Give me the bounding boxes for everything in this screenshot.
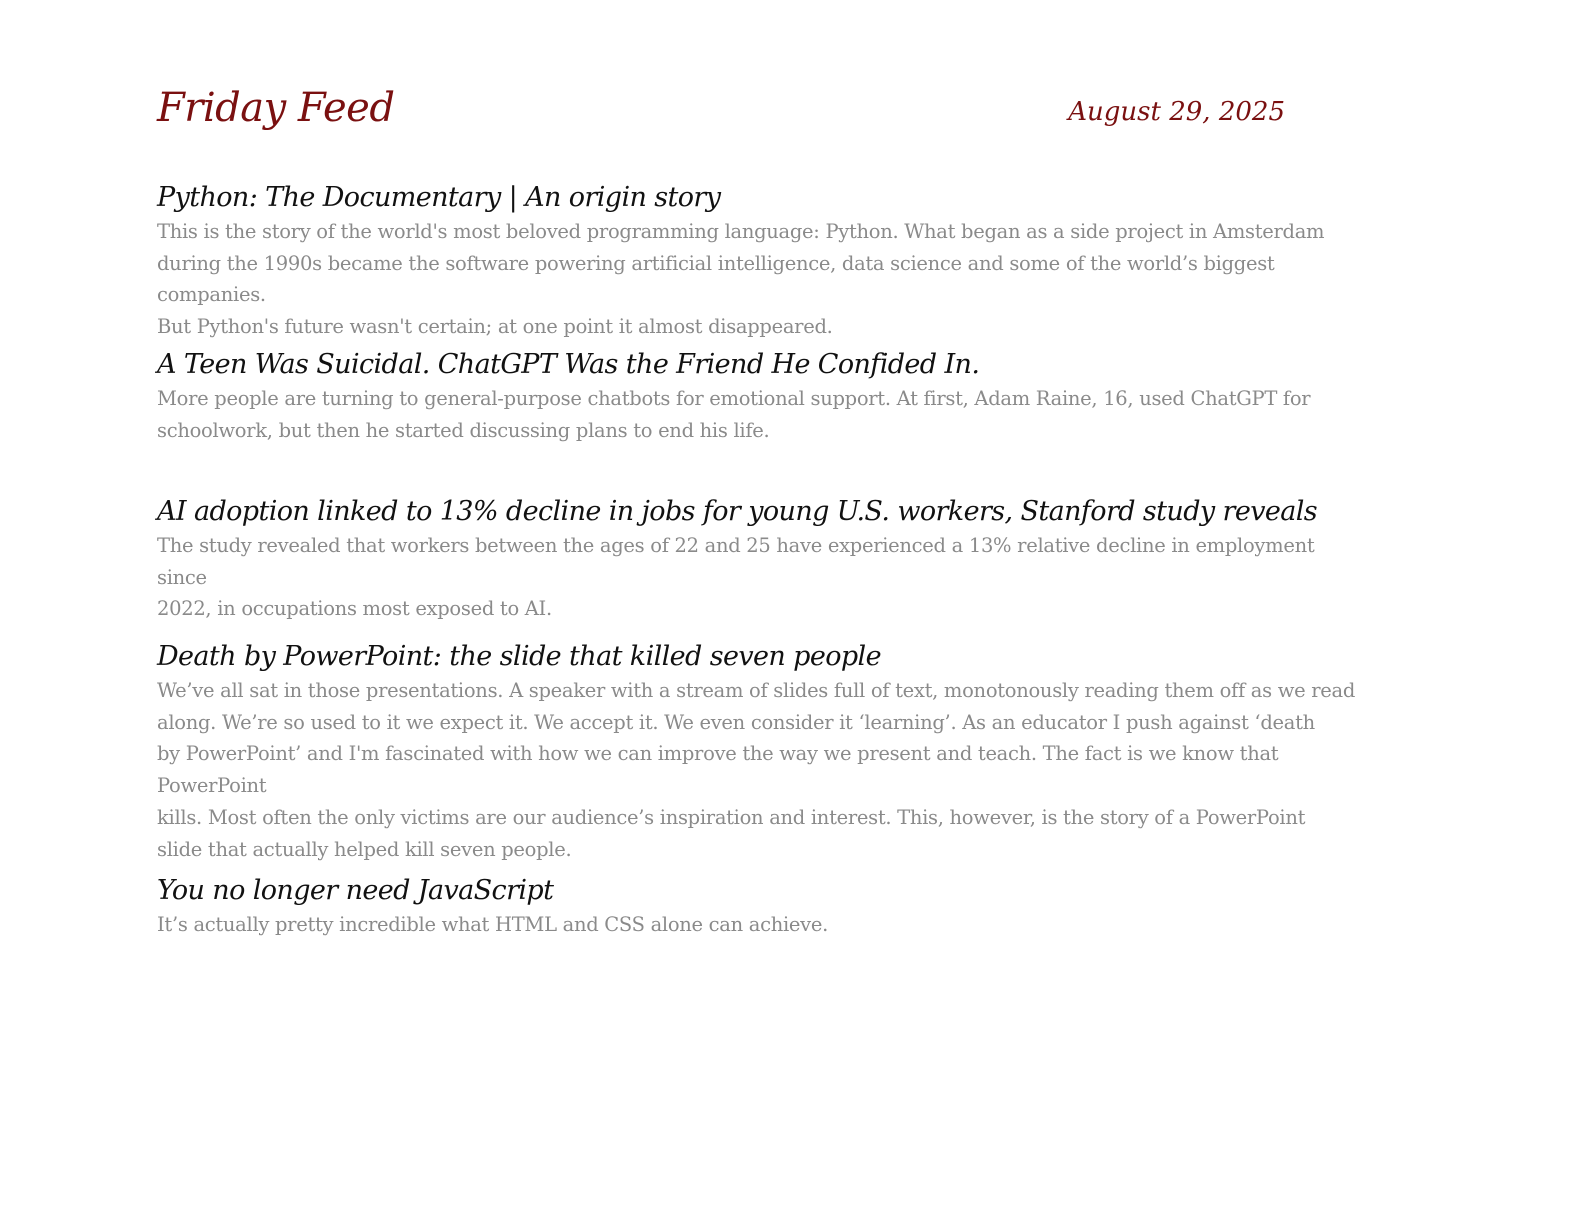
article-item [157,873,1357,941]
article-item [157,494,1357,625]
feed-date: August 29, 2025 [1068,97,1285,127]
article-summary [157,675,1357,865]
summary-line: But Python's future wasn't certain; at one point it almost disappeared. [157,315,833,339]
article-summary [157,383,1357,446]
page-title: Friday Feed [157,85,395,131]
summary-line: during the 1990s became the software powering artificial intelligence, data science and some of the world’s biggest companies. [157,251,1275,307]
article-summary [157,909,1357,941]
article-title-link[interactable]: Death by PowerPoint: the slide that killed seven people [157,641,881,672]
summary-line: slide that actually helped kill seven people. [157,837,572,861]
article-item [157,180,1357,343]
article-item [157,639,1357,865]
summary-line: kills. Most often the only victims are our audience’s inspiration and interest. This, however, is the story of a PowerPoint [157,805,1306,829]
article-title-link[interactable]: You no longer need JavaScript [157,875,554,906]
summary-line: We’ve all sat in those presentations. A speaker with a stream of slides full of text, monotonously reading them off as we read [157,679,1356,702]
summary-line: by PowerPoint’ and I'm fascinated with how we can improve the way we present and teach. The fact is we know that PowerPoint [157,742,1279,798]
summary-line: along. We’re so used to it we expect it. We accept it. We even consider it ‘learning’. As an educator I push against ‘death [157,710,1315,734]
feed-header [157,80,1285,140]
article-summary [157,216,1357,343]
summary-line: 2022, in occupations most exposed to AI. [157,597,552,621]
summary-line: This is the story of the world's most beloved programming language: Python. What began as a side project in Amsterdam [157,220,1325,243]
summary-line: The study revealed that workers between the ages of 22 and 25 have experienced a 13% relative decline in employment since [157,534,1315,589]
summary-line: It’s actually pretty incredible what HTML and CSS alone can achieve. [157,913,829,936]
feed-page [157,0,1397,1224]
summary-line: schoolwork, but then he started discussing plans to end his life. [157,418,770,442]
article-summary [157,530,1357,625]
article-title-link[interactable]: A Teen Was Suicidal. ChatGPT Was the Friend He Confided In. [157,349,980,380]
summary-line: More people are turning to general-purpose chatbots for emotional support. At first, Adam Raine, 16, used ChatGPT for [157,387,1311,410]
article-title-link[interactable]: AI adoption linked to 13% decline in jobs for young U.S. workers, Stanford study reveals [157,496,1318,527]
article-title-link[interactable]: Python: The Documentary | An origin story [157,182,721,213]
article-item [157,347,1357,446]
